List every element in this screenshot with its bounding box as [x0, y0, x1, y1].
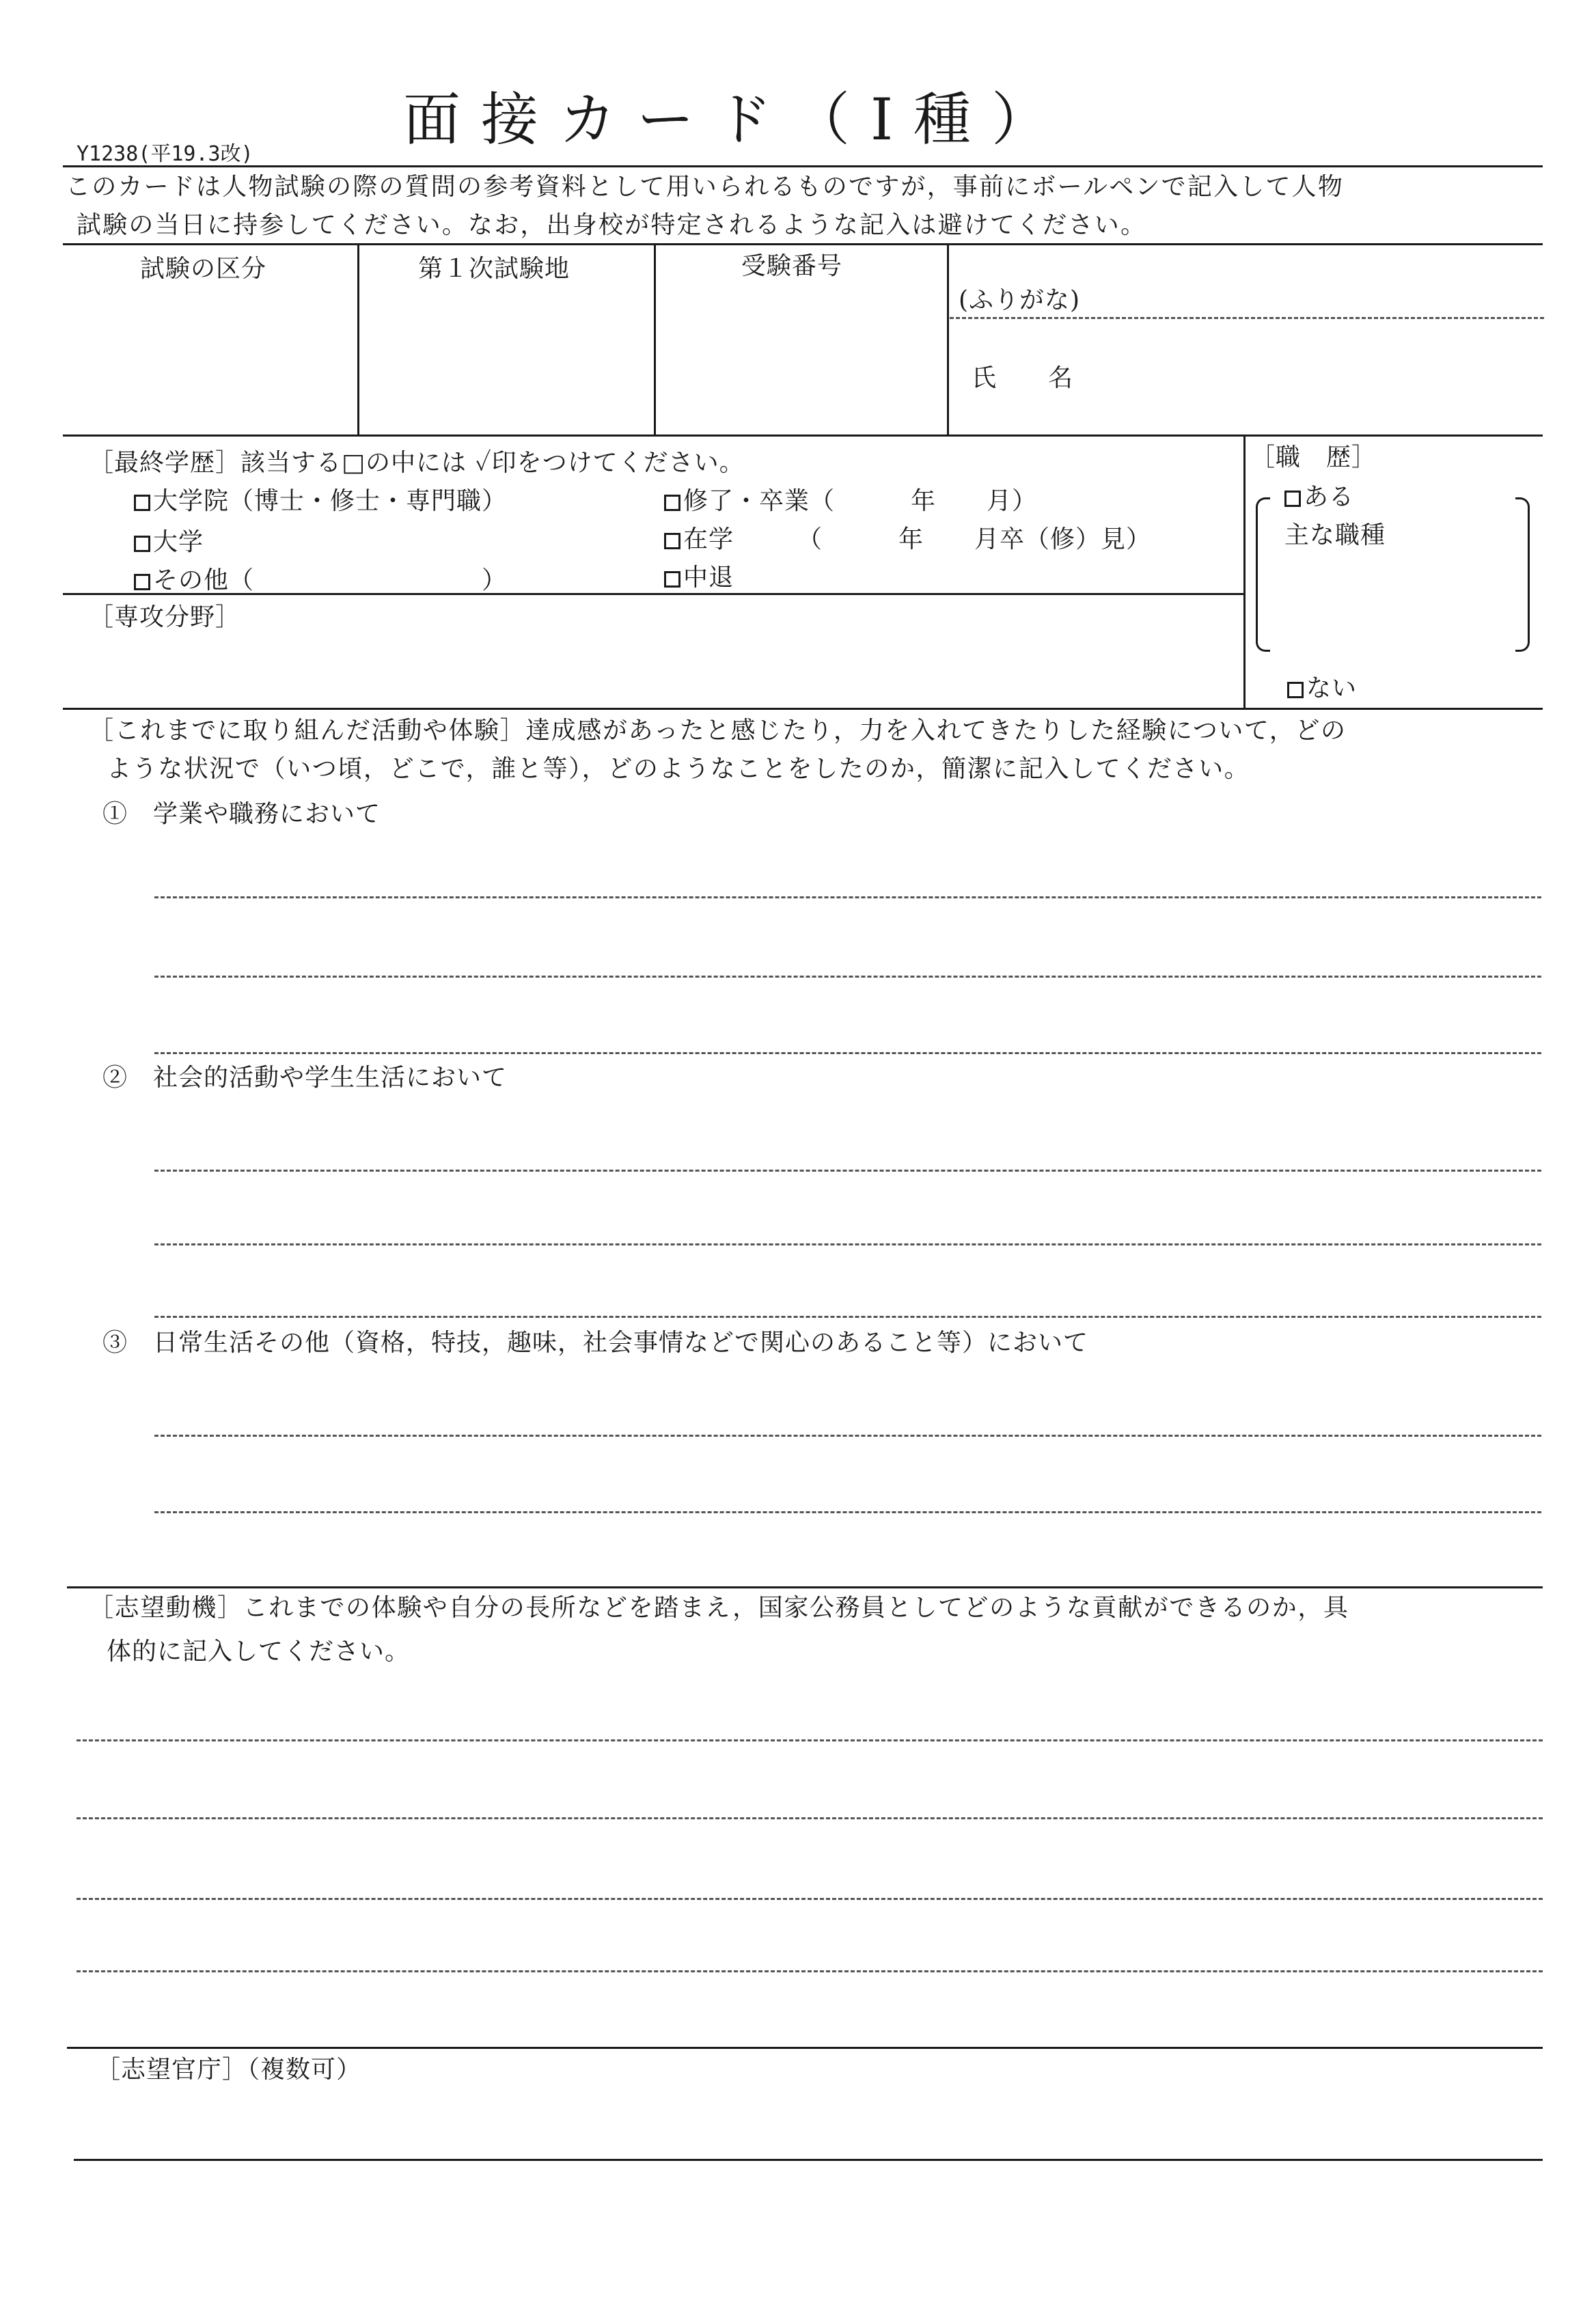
- write-line[interactable]: [154, 1052, 1541, 1054]
- divider: [67, 2047, 1543, 2049]
- bracket-left: [1256, 497, 1270, 652]
- activities-heading-line-2: ような状況で（いつ頃，どこで，誰と等），どのようなことをしたのか，簡潔に記入してください。: [107, 755, 1250, 783]
- career-heading: ［職 歴］: [1250, 443, 1377, 471]
- desired-agency-field[interactable]: [77, 2091, 1543, 2152]
- form-code: Y1238(平19.3改): [77, 142, 253, 166]
- write-line[interactable]: [154, 1316, 1541, 1318]
- education-option-other[interactable]: その他（ ）: [134, 566, 507, 595]
- first-exam-location-field[interactable]: [362, 287, 649, 430]
- furigana-field[interactable]: [1120, 273, 1537, 314]
- checkbox[interactable]: [664, 533, 680, 549]
- main-job-label: 主な職種: [1284, 521, 1386, 549]
- divider: [947, 243, 949, 435]
- motivation-heading-line-1: ［志望動機］これまでの体験や自分の長所などを踏まえ，国家公務員としてどのような貢献ができるのか，具: [89, 1594, 1349, 1622]
- activity-item-study: ① 学業や職務において: [102, 800, 381, 828]
- status-option-completed[interactable]: 修了・卒業（ 年 月）: [664, 486, 1037, 516]
- write-line[interactable]: [154, 1435, 1541, 1437]
- write-line[interactable]: [77, 1817, 1543, 1819]
- form-title: 面接カード（Ⅰ種）: [403, 86, 1070, 153]
- status-option-withdrawn[interactable]: 中退: [664, 563, 734, 592]
- checkbox[interactable]: [134, 536, 150, 552]
- divider: [357, 243, 359, 435]
- instructions-line-1: このカードは人物試験の際の質問の参考資料として用いられるものですが，事前にボールペンで記入して人物: [66, 173, 1345, 201]
- activity-item-daily-life: ③ 日常生活その他（資格，特技，趣味，社会事情などで関心のあること等）において: [102, 1329, 1089, 1357]
- checkbox[interactable]: [1287, 682, 1304, 698]
- exam-category-label: 試験の区分: [140, 255, 267, 283]
- write-line[interactable]: [154, 1170, 1541, 1172]
- furigana-line: [950, 317, 1544, 319]
- divider: [63, 435, 1543, 437]
- divider: [654, 243, 656, 435]
- name-field[interactable]: [1066, 335, 1537, 430]
- bracket-right: [1515, 497, 1530, 652]
- divider: [63, 165, 1543, 167]
- write-line[interactable]: [77, 1898, 1543, 1900]
- motivation-heading-line-2: 体的に記入してください。: [107, 1638, 411, 1666]
- checkbox[interactable]: [1284, 491, 1301, 507]
- divider: [74, 2159, 1543, 2161]
- divider: [63, 243, 1543, 245]
- write-line[interactable]: [154, 1511, 1541, 1513]
- status-option-enrolled[interactable]: 在学 （ 年 月卒（修）見）: [664, 525, 1151, 554]
- main-job-field[interactable]: [1278, 553, 1510, 642]
- major-label: ［専攻分野］: [89, 603, 241, 631]
- checkbox[interactable]: [664, 571, 680, 588]
- education-heading: ［最終学歴］該当する□の中には ✓印をつけてください。: [89, 449, 745, 477]
- education-option-graduate-school[interactable]: 大学院（博士・修士・専門職）: [134, 486, 507, 516]
- divider: [1243, 435, 1246, 709]
- career-yes-option[interactable]: ある: [1284, 482, 1354, 512]
- career-no-option[interactable]: ない: [1287, 674, 1357, 703]
- write-line[interactable]: [154, 1243, 1541, 1245]
- divider: [63, 708, 1543, 710]
- write-line[interactable]: [154, 896, 1541, 898]
- exam-number-label: 受験番号: [741, 252, 843, 280]
- checkbox[interactable]: [134, 495, 150, 511]
- activity-item-social: ② 社会的活動や学生生活において: [102, 1064, 508, 1092]
- divider: [63, 593, 1245, 595]
- furigana-label: (ふりがな): [959, 286, 1081, 314]
- instructions-line-2: 試験の当日に持参してください。なお，出身校が特定されるような記入は避けてください。: [77, 211, 1147, 239]
- checkbox[interactable]: [664, 495, 680, 511]
- write-line[interactable]: [77, 1739, 1543, 1741]
- activities-heading-line-1: ［これまでに取り組んだ活動や体験］達成感があったと感じたり，力を入れてきたりした経験について，どの: [89, 717, 1347, 745]
- first-exam-location-label: 第１次試験地: [418, 255, 570, 283]
- major-field[interactable]: [246, 603, 1237, 705]
- exam-number-field[interactable]: [658, 287, 944, 430]
- education-option-university[interactable]: 大学: [134, 527, 204, 557]
- write-line[interactable]: [77, 1970, 1543, 1972]
- write-line[interactable]: [154, 976, 1541, 978]
- checkbox[interactable]: [134, 574, 150, 590]
- desired-agency-label: ［志望官庁］（複数可）: [96, 2056, 362, 2084]
- divider: [67, 1586, 1543, 1588]
- name-label: 氏 名: [972, 364, 1087, 392]
- exam-category-field[interactable]: [67, 287, 354, 430]
